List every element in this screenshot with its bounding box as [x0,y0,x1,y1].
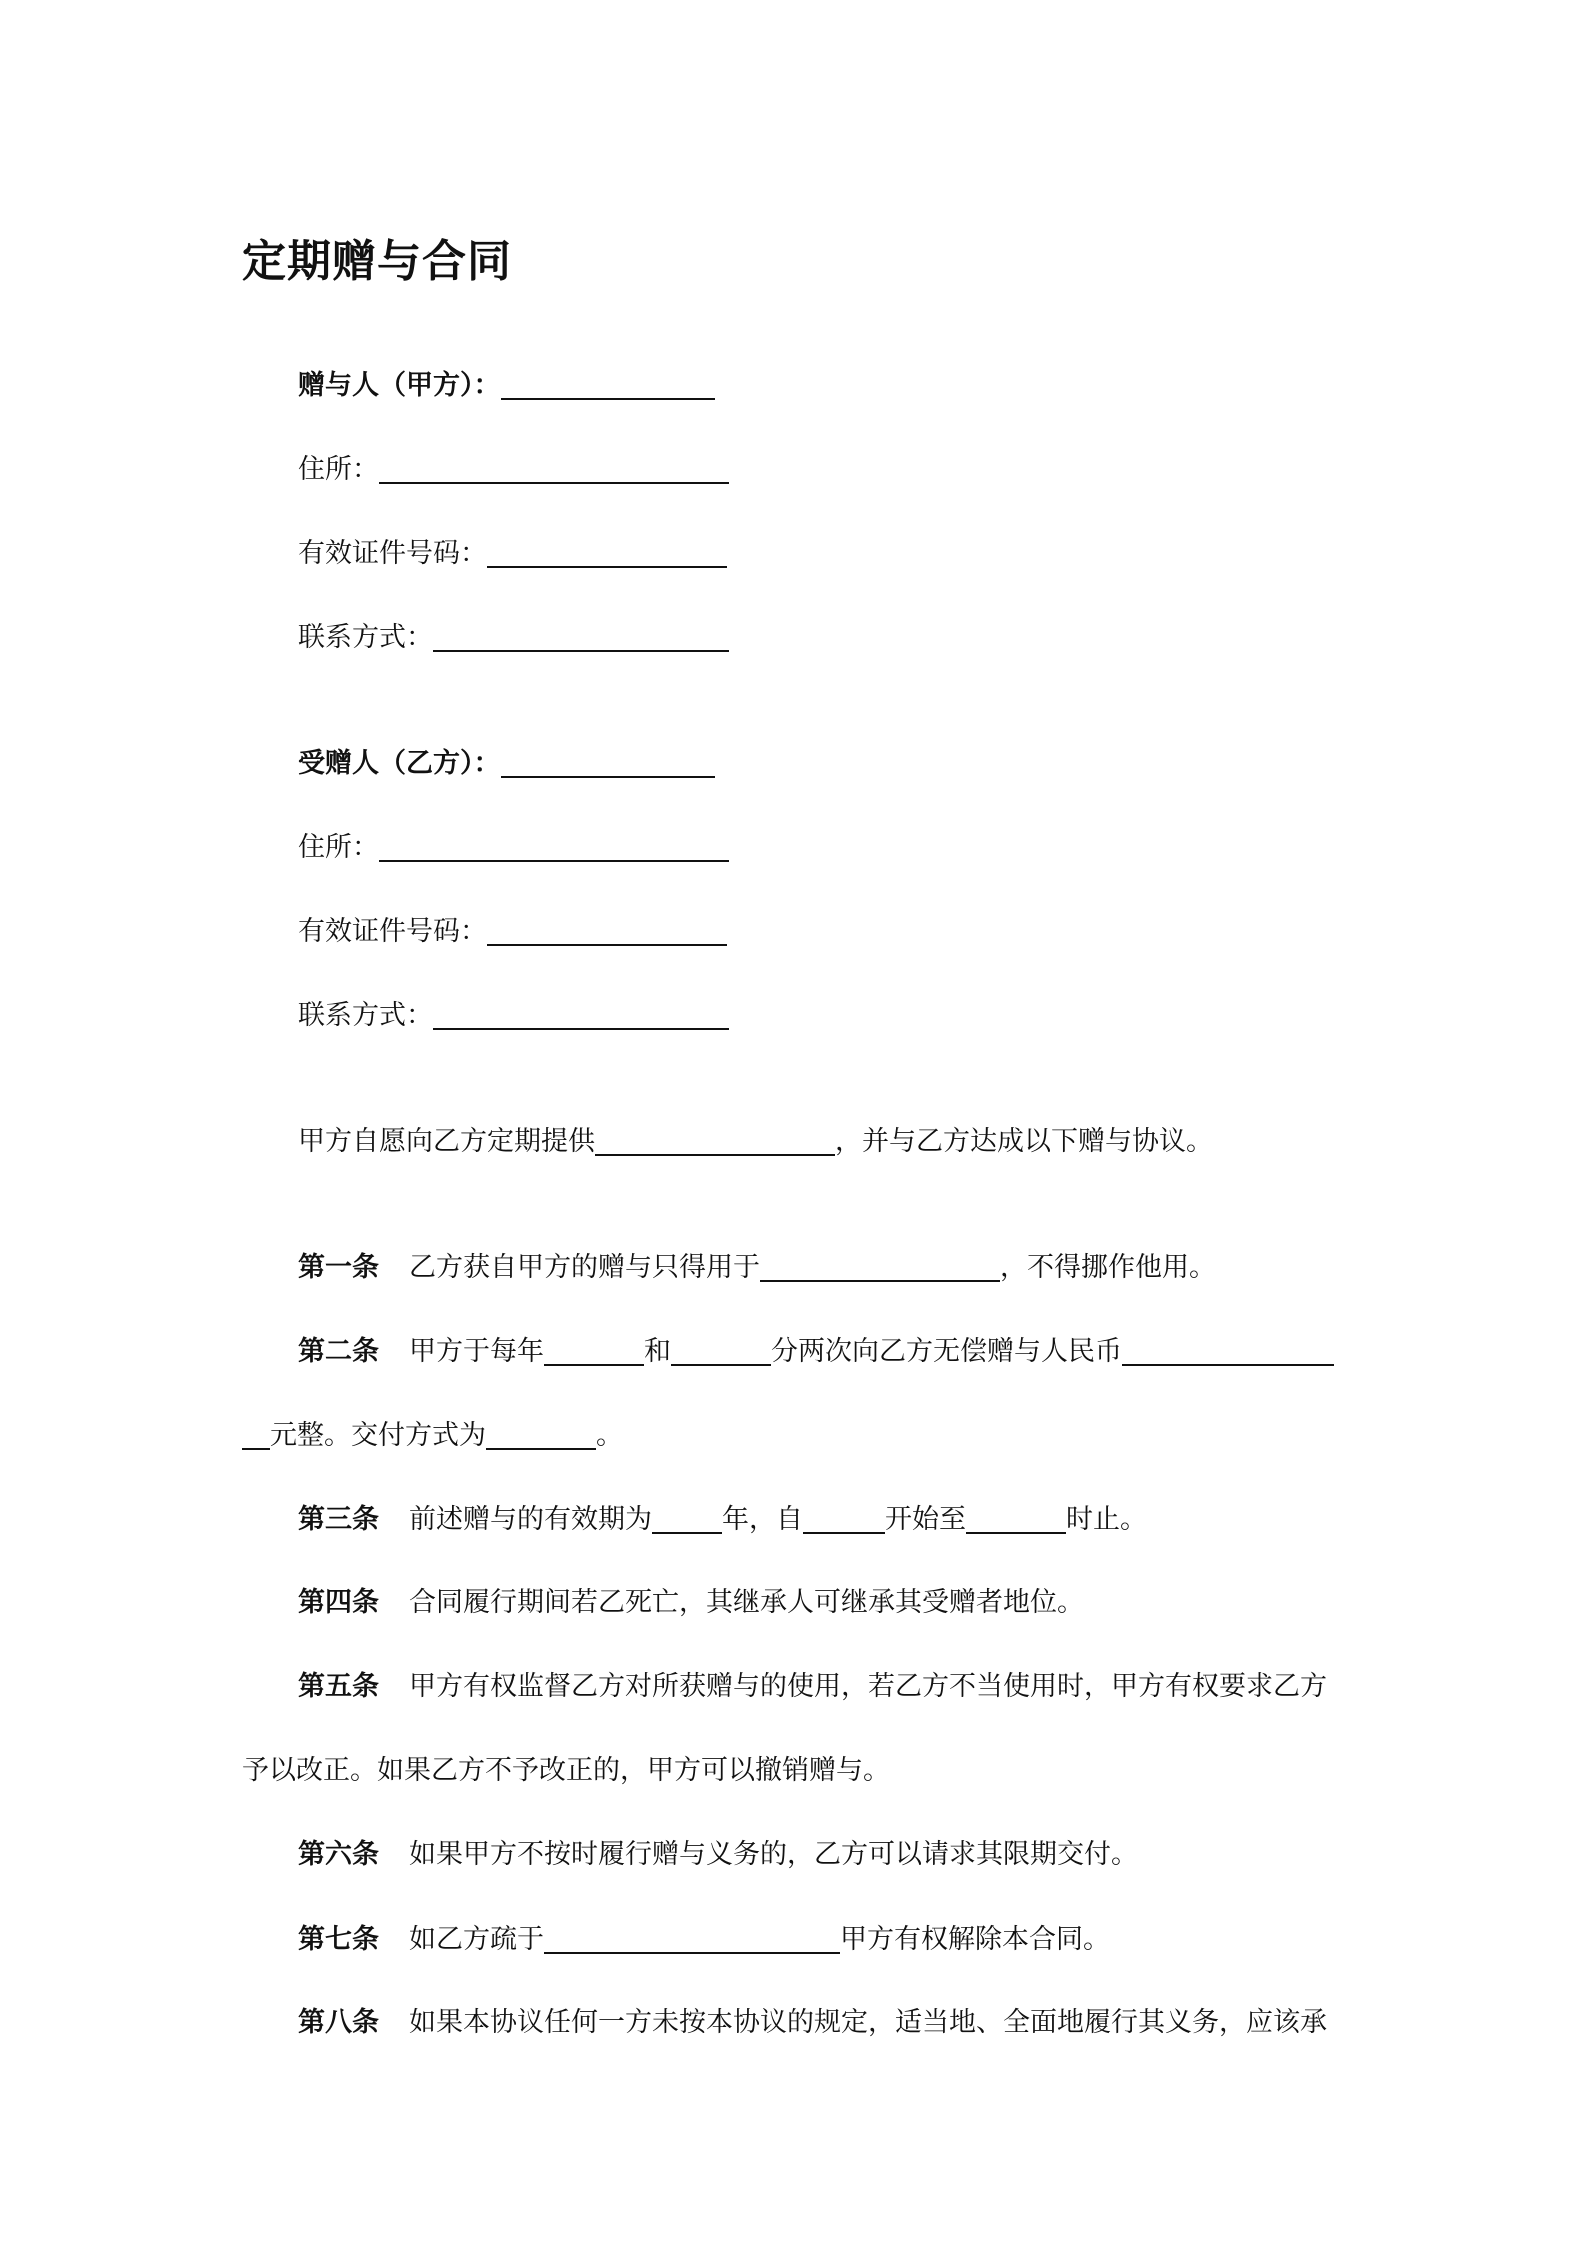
article-7-text-after: 甲方有权解除本合同。 [840,1924,1110,1955]
donor-id-label: 有效证件号码： [298,538,487,569]
donor-name-row [298,362,715,408]
article-2-part1: 甲方于每年 [409,1336,544,1367]
article-3-label: 第三条 [298,1504,379,1535]
article-3-part4: 时止。 [1066,1504,1147,1535]
donor-contact-field[interactable] [433,620,729,652]
article-5-continued [242,1748,890,1794]
donee-address-field[interactable] [379,830,729,862]
donor-address-label: 住所： [298,454,379,485]
amount-field-cont[interactable] [242,1418,270,1450]
donor-id-row [298,530,727,576]
donee-id-field[interactable] [487,914,727,946]
article-5-cont: 予以改正。如果乙方不予改正的，甲方可以撤销赠与。 [242,1755,890,1786]
donee-contact-label: 联系方式： [298,1000,433,1031]
donor-address-row [298,446,729,492]
usage-purpose-field[interactable] [760,1250,1000,1282]
article-1-label: 第一条 [298,1252,379,1283]
article-5 [298,1664,1327,1710]
article-2 [298,1328,1334,1374]
article-8-text: 如果本协议任何一方未按本协议的规定，适当地、全面地履行其义务，应该承 [409,2007,1327,2038]
first-delivery-date-field[interactable] [544,1334,644,1366]
article-5-text: 甲方有权监督乙方对所获赠与的使用，若乙方不当使用时，甲方有权要求乙方 [409,1671,1327,1702]
donee-name-field[interactable] [501,746,715,778]
article-8 [298,2000,1327,2046]
article-7-label: 第七条 [298,1924,379,1955]
article-3-part3: 开始至 [885,1504,966,1535]
article-6-text: 如果甲方不按时履行赠与义务的，乙方可以请求其限期交付。 [409,1839,1138,1870]
article-8-label: 第八条 [298,2007,379,2038]
donee-id-row [298,908,727,954]
donee-heading: 受赠人（乙方）： [298,748,501,779]
intro-paragraph [298,1118,1213,1164]
donor-id-field[interactable] [487,536,727,568]
article-4-text: 合同履行期间若乙死亡，其继承人可继承其受赠者地位。 [409,1587,1084,1618]
article-6 [298,1832,1138,1878]
article-2-part2: 和 [644,1336,671,1367]
article-1-text-before: 乙方获自甲方的赠与只得用于 [409,1252,760,1283]
donee-name-row [298,740,715,786]
intro-text-before: 甲方自愿向乙方定期提供 [298,1126,595,1157]
validity-years-field[interactable] [652,1502,722,1534]
gift-item-field[interactable] [595,1124,835,1156]
article-2-cont1: 元整。交付方式为 [270,1420,486,1451]
donor-contact-label: 联系方式： [298,622,433,653]
intro-text-after: ，并与乙方达成以下赠与协议。 [835,1126,1213,1157]
donee-contact-field[interactable] [433,998,729,1030]
donee-address-label: 住所： [298,832,379,863]
donee-id-label: 有效证件号码： [298,916,487,947]
article-7 [298,1916,1110,1962]
donor-heading: 赠与人（甲方）： [298,370,501,401]
payment-method-field[interactable] [486,1418,596,1450]
article-6-label: 第六条 [298,1839,379,1870]
article-1 [298,1244,1216,1290]
article-3 [298,1496,1147,1542]
article-2-label: 第二条 [298,1336,379,1367]
article-3-part1: 前述赠与的有效期为 [409,1504,652,1535]
donor-address-field[interactable] [379,452,729,484]
donee-contact-row [298,992,729,1038]
article-5-label: 第五条 [298,1671,379,1702]
donee-address-row [298,824,729,870]
article-2-cont2: 。 [596,1420,623,1451]
donor-name-field[interactable] [501,368,715,400]
amount-field[interactable] [1122,1334,1334,1366]
article-2-part3: 分两次向乙方无偿赠与人民币 [771,1336,1122,1367]
article-3-part2: 年，自 [722,1504,803,1535]
article-1-text-after: ，不得挪作他用。 [1000,1252,1216,1283]
second-delivery-date-field[interactable] [671,1334,771,1366]
neglect-condition-field[interactable] [544,1922,840,1954]
document-title: 定期赠与合同 [242,236,512,287]
article-4-label: 第四条 [298,1587,379,1618]
article-2-continued [242,1412,623,1458]
start-date-field[interactable] [803,1502,885,1534]
donor-contact-row [298,614,729,660]
article-7-text-before: 如乙方疏于 [409,1924,544,1955]
article-4 [298,1580,1084,1626]
end-date-field[interactable] [966,1502,1066,1534]
